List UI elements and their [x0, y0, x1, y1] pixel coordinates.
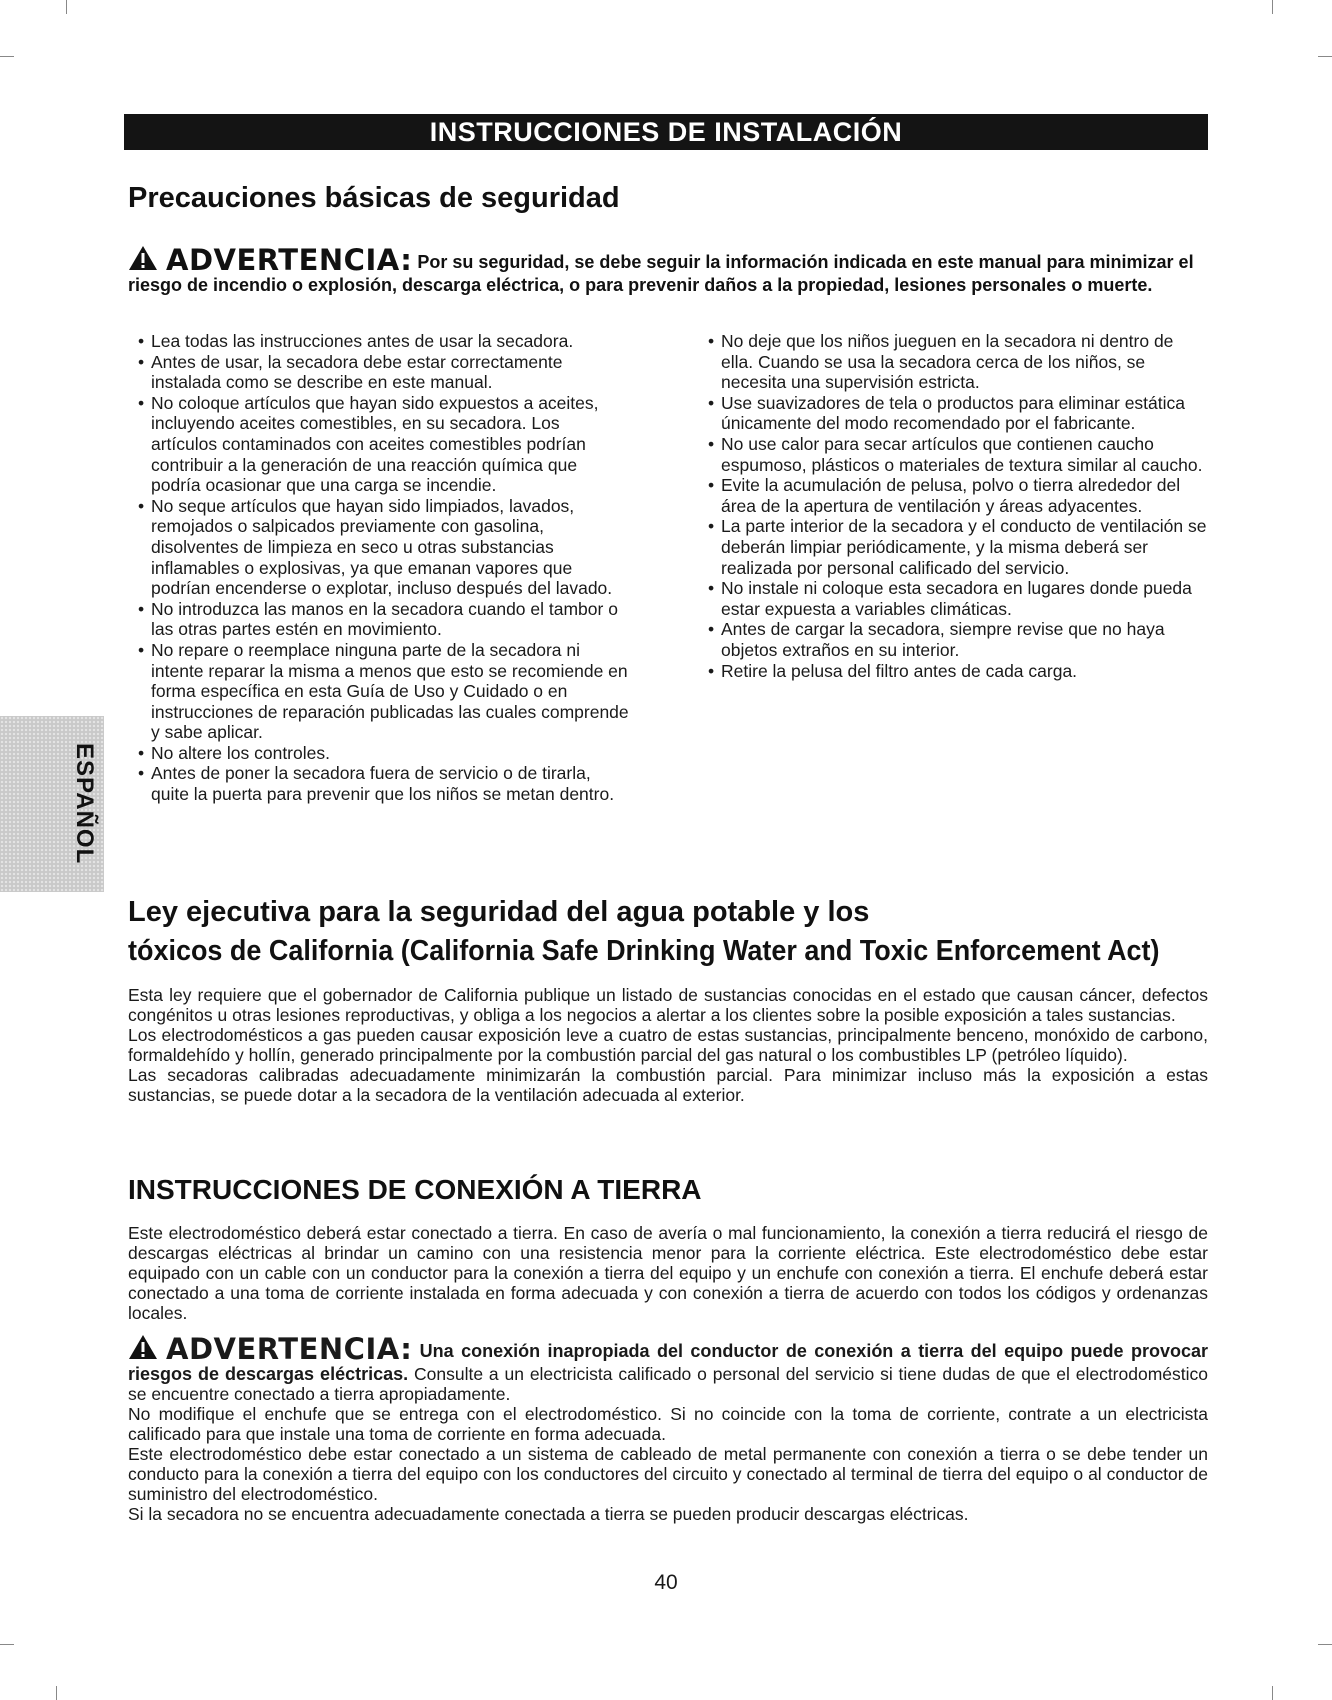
bullet-dot: • — [138, 392, 145, 413]
bullet-text: Evite la acumulación de pelusa, polvo o tierra alrededor del área de la apertura de ventilación y áreas adyacentes. — [721, 475, 1181, 516]
warning-text: Por su seguridad, se debe seguir la información indicada en este manual para minimizar el riesgo de incendio o explosión, descarga eléctrica, o para prevenir daños a la propiedad, lesiones personales o muerte. — [128, 252, 1194, 295]
bullet-text: No coloque artículos que hayan sido expuestos a aceites, incluyendo aceites comestibles, en su secadora. Los artículos contaminados con aceites comestibles podrían contribuir a la generación de una reacción química que podría ocasionar que una carga se incendie. — [151, 392, 599, 496]
bullet-text: No seque artículos que hayan sido limpiados, lavados, remojados o salpicados previamente con gasolina, disolventes de limpieza en seco u otras substancias inflamables o explosivas, ya que emanan vapores que podrían encenderse o explotar, incluso después del lavado. — [151, 495, 613, 599]
bullet-dot: • — [708, 516, 715, 537]
bullet-item — [138, 599, 630, 640]
bullet-item — [708, 619, 1208, 660]
paragraph: No modifique el enchufe que se entrega con el electrodoméstico. Si no coincide con la toma de corriente, contrate a un electricista calificado para que instale una toma de corriente en forma adecuada. — [128, 1404, 1208, 1444]
grounding-title: INSTRUCCIONES DE CONEXIÓN A TIERRA — [128, 1174, 702, 1205]
bullet-text: No introduzca las manos en la secadora cuando el tambor o las otras partes estén en movimiento. — [151, 598, 618, 640]
california-title-line1: Ley ejecutiva para la seguridad del agua potable y los — [128, 896, 870, 928]
crop-mark — [66, 0, 67, 14]
warning-bold-text: Una conexión inapropiada del conductor de conexión a tierra del equipo puede provocar riesgos de descargas eléctricas. — [128, 1341, 1208, 1384]
bullet-text: Antes de cargar la secadora, siempre revise que no haya objetos extraños en su interior. — [721, 619, 1165, 660]
bullet-text: La parte interior de la secadora y el conducto de ventilación se deberán limpiar periódicamente, y la misma deberá ser realizada por personal calificado del servicio. — [721, 516, 1207, 578]
warning-label: ADVERTENCIA: — [166, 1332, 413, 1366]
paragraph: Este electrodoméstico deberá estar conectado a tierra. En caso de avería o mal funcionamiento, la conexión a tierra reducirá el riesgo de descargas eléctricas al brindar un camino con una resistencia menor para la corriente eléctrica. Este electrodoméstico debe estar equipado con un cable con un conductor para la conexión a tierra del equipo y un enchufe con conexión a tierra. El enchufe deberá estar conectado a una toma de corriente instalada en forma adecuada y con conexión a tierra de acuerdo con todos los códigos y ordenanzas locales. — [128, 1223, 1208, 1323]
safety-title: Precauciones básicas de seguridad — [128, 182, 620, 214]
warning-label: ADVERTENCIA: — [166, 243, 413, 277]
bullet-item — [708, 475, 1208, 516]
bullet-item — [708, 393, 1208, 434]
bullet-text: No instale ni coloque esta secadora en lugares donde pueda estar expuesta a variables climáticas. — [721, 578, 1192, 619]
crop-mark — [0, 56, 14, 57]
california-title-line2: tóxicos de California (California Safe Drinking Water and Toxic Enforcement Act) — [128, 935, 1160, 967]
crop-mark — [1272, 0, 1273, 14]
bullet-dot: • — [138, 742, 145, 763]
bullet-item — [138, 393, 630, 496]
bullet-text: No repare o reemplace ninguna parte de la secadora ni intente reparar la misma a menos que esto se recomiende en forma específica en esta Guía de Uso y Cuidado o en instrucciones de reparación publicadas las cuales comprende y sabe aplicar. — [151, 639, 629, 743]
bullet-dot: • — [138, 639, 145, 660]
bullet-item — [708, 661, 1208, 682]
section-banner: INSTRUCCIONES DE INSTALACIÓN — [124, 114, 1208, 150]
bullet-item — [708, 331, 1208, 393]
crop-mark — [1272, 1686, 1273, 1700]
bullet-item — [138, 352, 630, 393]
bullet-text: Use suavizadores de tela o productos para eliminar estática únicamente del modo recomendado por el fabricante. — [721, 392, 1185, 434]
bullet-item — [138, 743, 630, 764]
bullet-item — [708, 434, 1208, 475]
bullet-item — [708, 578, 1208, 619]
paragraph: Si la secadora no se encuentra adecuadamente conectada a tierra se pueden producir descargas eléctricas. — [128, 1504, 969, 1524]
crop-mark — [0, 1644, 14, 1645]
bullet-dot: • — [138, 598, 145, 619]
bullet-dot: • — [708, 331, 715, 351]
crop-mark — [56, 1686, 57, 1700]
page-number: 40 — [654, 1571, 678, 1594]
bullet-text: No altere los controles. — [151, 742, 330, 763]
grounding-text — [128, 1223, 1208, 1323]
bullet-item — [138, 331, 630, 352]
bullet-dot: • — [708, 578, 715, 599]
bullet-text: Antes de usar, la secadora debe estar correctamente instalada como se describe en este manual. — [151, 351, 563, 393]
bullet-dot: • — [708, 475, 715, 496]
paragraph: Esta ley requiere que el gobernador de California publique un listado de sustancias conocidas en el estado que causan cáncer, defectos congénitos u otras lesiones reproductivas, y obliga a los negocios a alertar a los clientes sobre la posible exposición a tales sustancias. — [128, 985, 1208, 1025]
language-tab-label: ESPAÑOL — [71, 743, 98, 865]
paragraph: Los electrodomésticos a gas pueden causar exposición leve a cuatro de estas sustancias, principalmente benceno, monóxido de carbono, formaldehído y hollín, generado principalmente por la combustión parcial del gas natural o los combustibles LP (petróleo líquido). — [128, 1025, 1208, 1065]
bullet-item — [708, 516, 1208, 578]
grounding-warning — [128, 1334, 1208, 1524]
right-bullet-list — [708, 331, 1208, 681]
bullet-item — [138, 763, 630, 804]
bullet-dot: • — [708, 619, 715, 640]
bullet-dot: • — [708, 660, 715, 681]
bullet-dot: • — [708, 433, 715, 454]
california-text — [128, 985, 1208, 1105]
left-bullet-list — [138, 331, 630, 805]
bullet-dot: • — [138, 331, 145, 351]
bullet-text: Antes de poner la secadora fuera de servicio o de tirarla, quite la puerta para prevenir que los niños se metan dentro. — [151, 763, 615, 805]
bullet-text: No use calor para secar artículos que contienen caucho espumoso, plásticos o materiales de textura similar al caucho. — [721, 433, 1203, 475]
bullet-dot: • — [708, 392, 715, 413]
bullet-dot: • — [138, 763, 145, 784]
crop-mark — [1318, 1644, 1332, 1645]
paragraph: Este electrodoméstico debe estar conectado a un sistema de cableado de metal permanente con conexión a tierra o se debe tender un conducto para la conexión a tierra del equipo con los conductores del circuito y conectado al terminal de tierra del equipo o al conductor de suministro del electrodoméstico. — [128, 1444, 1208, 1504]
warning-triangle-icon — [128, 1334, 158, 1364]
bullet-dot: • — [138, 495, 145, 516]
language-tab — [0, 716, 104, 892]
safety-warning — [128, 245, 1208, 295]
bullet-item — [138, 640, 630, 743]
bullet-text: Lea todas las instrucciones antes de usar la secadora. — [151, 331, 574, 351]
bullet-text: No deje que los niños jueguen en la secadora ni dentro de ella. Cuando se usa la secadora cerca de los niños, se necesita una supervisión estricta. — [721, 331, 1174, 393]
bullet-text: Retire la pelusa del filtro antes de cada carga. — [721, 660, 1078, 681]
warning-triangle-icon — [128, 245, 158, 275]
crop-mark — [1318, 56, 1332, 57]
bullet-item — [138, 496, 630, 599]
paragraph: Las secadoras calibradas adecuadamente minimizarán la combustión parcial. Para minimizar incluso más la exposición a estas sustancias, se puede dotar a la secadora de la ventilación adecuada al exterior. — [128, 1065, 1208, 1105]
warning-text: Consulte a un electricista calificado o personal del servicio si tiene dudas de que el electrodoméstico se encuentre conectado a tierra apropiadamente. — [128, 1364, 1209, 1404]
bullet-dot: • — [138, 351, 145, 372]
